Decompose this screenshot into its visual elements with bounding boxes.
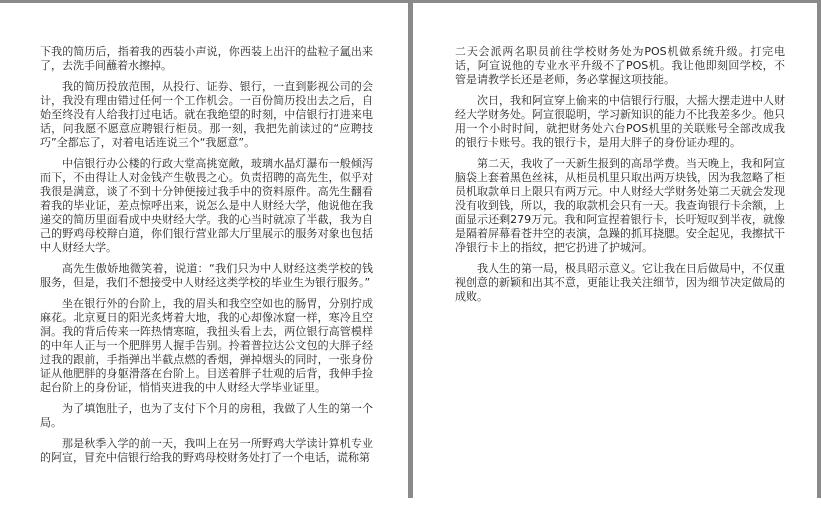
paragraph: 我人生的第一局，极具昭示意义。它让我在日后做局中，不仅重视创意的新颖和出其不意，更能让我关注细节，因为细节决定做局的成败。 bbox=[455, 262, 785, 303]
left-page bbox=[0, 3, 408, 498]
paragraph: 为了填饱肚子，也为了支付下个月的房租，我做了人生的第一个局。 bbox=[40, 402, 373, 429]
paragraph: 我的简历投放范围，从投行、证券、银行，一直到影视公司的会计，我没有理由错过任何一个工作机会。一百份简历投出去之后，自始至终没有人给我打过电话。就在我绝望的时刻，中信银行打进来电话，问我愿不愿意应聘银行柜员。那一刻，我把先前读过的“应聘技巧”全都忘了，对着电话连说三个“我愿意”。 bbox=[40, 80, 373, 149]
window-right-border bbox=[817, 0, 821, 498]
right-page bbox=[413, 3, 817, 498]
paragraph: 坐在银行外的台阶上，我的眉头和我空空如也的肠胃，分别拧成麻花。北京夏日的阳光炙烤着大地，我的心却像冰窟一样，寒冷且空洞。我的背后传来一阵热情寒暄，我扭头看上去，两位银行高管模样的中年人正与一个肥胖男人握手告别。拎着普拉达公文包的大胖子经过我的跟前，手指弹出半截点燃的香烟，弹掉烟头的同时，一张身份证从他肥胖的身躯滑落在台阶上。目送着胖子壮观的后背，我伸手捡起台阶上的身份证，悄悄夹进我的中人财经大学毕业证里。 bbox=[40, 297, 373, 394]
paragraph: 高先生傲娇地微笑着，说道：“我们只为中人财经这类学校的钱服务，但是，我们不想接受中人财经这类学校的毕业生为银行服务。” bbox=[40, 262, 373, 289]
paragraph: 次日，我和阿宣穿上偷来的中信银行行服，大摇大摆走进中人财经大学财务处。阿宣很聪明，学习新知识的能力不比我差多少。他只用一个小时时间，就把财务处六台POS机里的关联账号全部改成我的银行卡账号。我的银行卡，是用大胖子的身份证办理的。 bbox=[455, 94, 785, 149]
paragraph: 下我的简历后，指着我的西装小声说，你西装上出汗的盐粒子氲出来了，去洗手间蘸着水擦掉。 bbox=[40, 45, 373, 72]
paragraph: 第二天，我收了一天新生报到的高昂学费。当天晚上，我和阿宣脑袋上套着黑色丝袜，从柜员机里只取出两万块钱，因为我忽略了柜员机取款单日上限只有两万元。中人财经大学财务处第二天就会发现没有收到钱，所以，我的取款机会只有一天。我查询银行卡余额，上面显示还剩279万元。我和阿宣捏着银行卡，长吁短叹到半夜，就像是隔着屏幕看苍井空的表演，急躁的抓耳挠腮。安全起见，我擦拭干净银行卡上的指纹，把它扔进了护城河。 bbox=[455, 157, 785, 254]
paragraph: 二天会派两名职员前往学校财务处为POS机做系统升级。打完电话，阿宣说他的专业水平升级不了POS机。我让他即刻回学校，不管是请教学长还是老师，务必掌握这项技能。 bbox=[455, 45, 785, 86]
paragraph: 那是秋季入学的前一天，我叫上在另一所野鸡大学读计算机专业的阿宣，冒充中信银行给我的野鸡母校财务处打了一个电话，谎称第 bbox=[40, 437, 373, 464]
paragraph: 中信银行办公楼的行政大堂高挑宽敞，玻璃水晶灯瀑布一般倾泻而下，不由得让人对金钱产生敬畏之心。负责招聘的高先生，似乎对我很是满意，谈了不到十分钟便接过我手中的资料原件。高先生翻看着我的毕业证，差点惊呼出来，说怎么是中人财经大学，他说他在我递交的简历里面看成中央财经大学。我的心当时就凉了半截，我为自己的野鸡母校辩白道，你们银行营业部大厅里展示的服务对象也包括中人财经大学。 bbox=[40, 157, 373, 254]
